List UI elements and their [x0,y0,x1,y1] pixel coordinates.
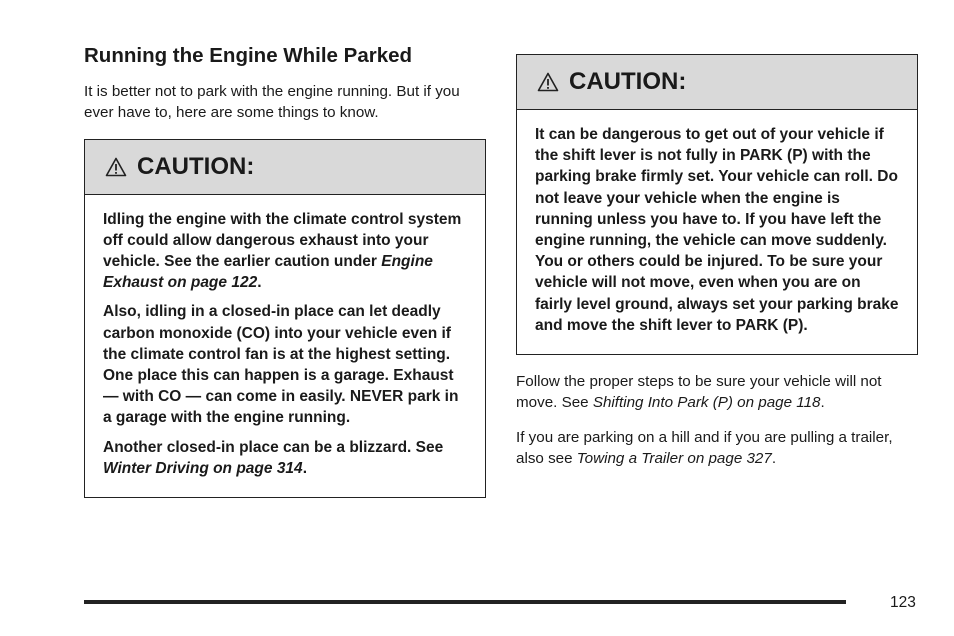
caution-header [517,55,917,110]
caution-paragraph [103,437,467,479]
caution-header [85,140,485,195]
left-column [84,44,486,498]
text: Idling the engine with the climate control system off could allow dangerous exhaust into your vehicle. See the earlier caution under [103,210,462,270]
section-title: Running the Engine While Parked [84,44,413,67]
text: Follow the proper steps to be sure your vehicle will not move. See [516,373,882,412]
footer-rule [84,600,846,604]
caution-paragraph: Also, idling in a closed-in place can let deadly carbon monoxide (CO) into your vehicle even if the climate control fan is at the highest setting. One place this can happen is a garage. Exhaust — with CO — can come in easily. NEVER park in a garage with the engine running. [103,303,459,427]
cross-reference: Shifting Into Park (P) on page 118 [592,394,821,412]
caution-body [85,195,485,497]
caution-box-left [84,139,486,498]
caution-heading: CAUTION: [137,152,255,180]
page-number: 123 [890,594,916,611]
caution-heading: CAUTION: [569,68,687,95]
text: . [820,394,825,412]
cross-reference: Towing a Trailer on page 327 [576,450,772,468]
text: . [257,274,262,292]
text: . [771,450,777,468]
caution-paragraph [103,209,467,294]
text: . [302,459,307,477]
caution-box-right [516,54,918,355]
cross-reference: Engine Exhaust on page 122 [103,253,433,292]
cross-reference: Winter Driving on page 314 [103,459,303,477]
text: Another closed-in place can be a blizzard. See [103,438,444,456]
text: If you are parking on a hill and if you are pulling a trailer, also see [516,429,893,468]
right-column [516,54,918,483]
warning-triangle-icon [537,72,559,92]
warning-triangle-icon [105,157,127,177]
caution-body [517,110,917,354]
body-paragraph [516,427,918,469]
body-paragraph [516,371,918,413]
caution-paragraph: It can be dangerous to get out of your vehicle if the shift lever is not fully in PARK (P) with the parking brake firmly set. Your vehicle can roll. Do not leave your vehicle when the engine is running unless you have to. If you have left the engine running, the vehicle can move suddenly. You or others could be injured. To be sure your vehicle will not move, even when you are on fairly level ground, always set your parking brake and move the shift lever to PARK (P). [535,126,899,334]
intro-text: It is better not to park with the engine running. But if you ever have to, here are some things to know. [84,82,460,121]
